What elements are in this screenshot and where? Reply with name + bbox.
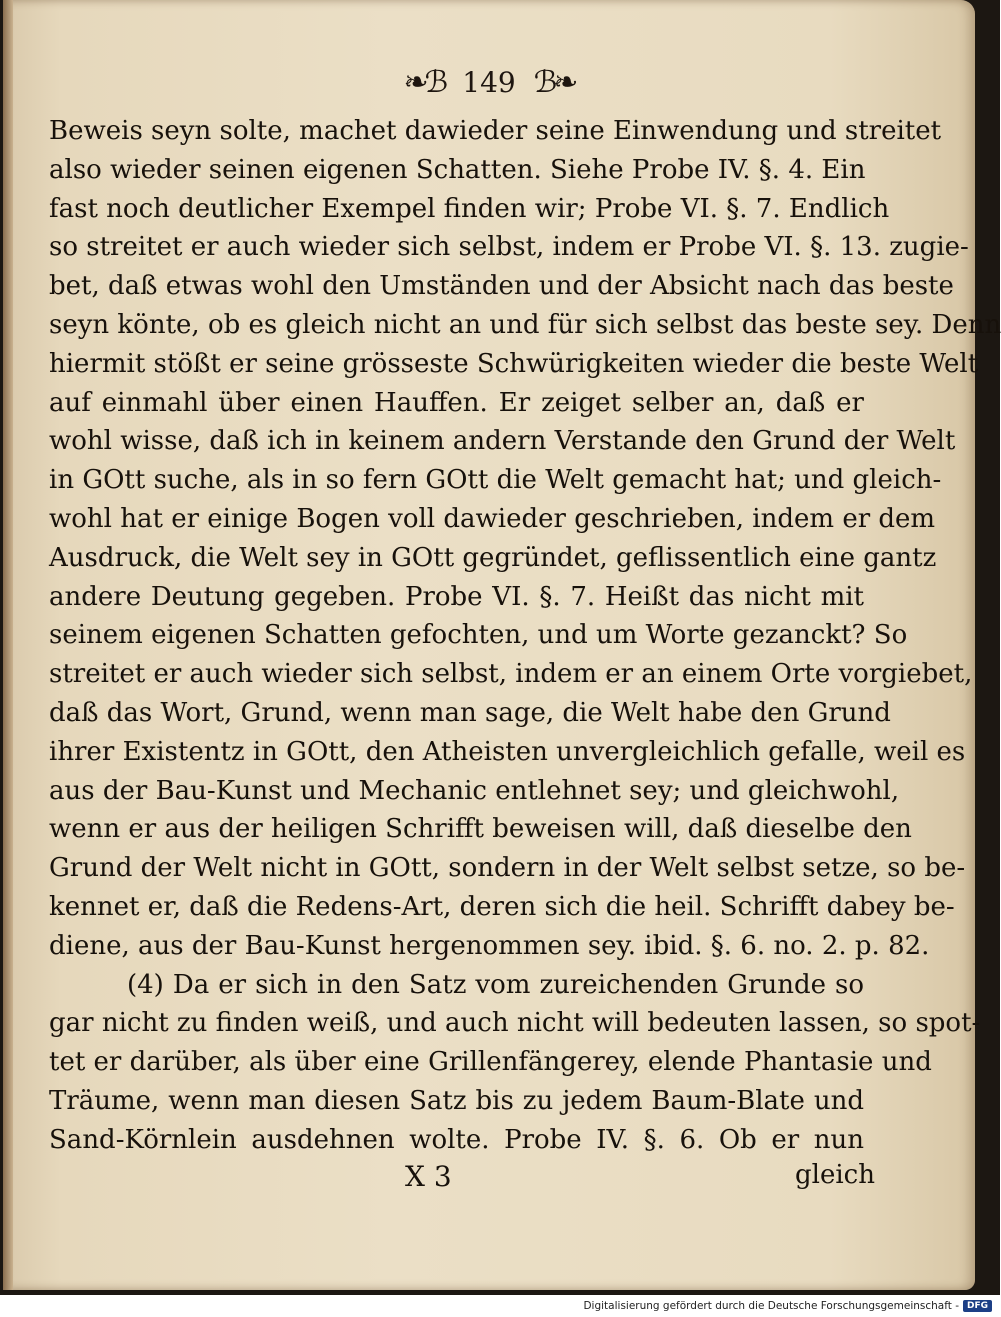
text-line: in GOtt suche, als in so fern GOtt die Welt gemacht hat; und gleich- [49,465,942,496]
text-line: bet, daß etwas wohl den Umständen und der Absicht nach das beste [49,271,954,302]
text-line: wenn er aus der heiligen Schrifft beweisen will, daß dieselbe den [49,814,912,845]
text-line: auf einmahl über einen Hauffen. Er zeiget selber an, daß er [49,387,864,418]
text-line: Sand-Körnlein ausdehnen wolte. Probe IV. §. 6. Ob er nun [49,1124,864,1155]
page-number: 149 [462,65,516,99]
text-line: also wieder seinen eigenen Schatten. Siehe Probe IV. §. 4. Ein [49,154,866,185]
text-line: diene, aus der Bau-Kunst hergenommen sey. ibid. §. 6. no. 2. p. 82. [49,930,930,961]
credit-bar [0,1295,1000,1317]
text-line: tet er darüber, als über eine Grillenfängerey, elende Phantasie und [49,1047,932,1078]
paragraph-start-line: (4) Da er sich in den Satz vom zureichenden Grunde so [127,969,864,1000]
body-text [49,112,1001,1160]
text-line: wohl hat er einige Bogen voll dawieder geschrieben, indem er dem [49,503,936,534]
text-line: so streitet er auch wieder sich selbst, indem er Probe VI. §. 13. zugie- [49,232,969,263]
catchword: gleich [795,1160,875,1190]
page-gutter [3,0,13,1290]
ornament-left-icon: ❧ℬ [403,64,445,100]
text-line: streitet er auch wieder sich selbst, indem er an einem Orte vorgiebet, [49,659,973,690]
text-line: ihrer Existentz in GOtt, den Atheisten unvergleichlich gefalle, weil es [49,736,966,767]
text-line: fast noch deutlicher Exempel finden wir; Probe VI. §. 7. Endlich [49,193,890,224]
text-line: Träume, wenn man diesen Satz bis zu jedem Baum-Blate und [49,1085,864,1116]
text-line: andere Deutung gegeben. Probe VI. §. 7. Heißt das nicht mit [49,581,864,612]
text-line: hiermit stößt er seine grösseste Schwürigkeiten wieder die beste Welt [49,348,979,379]
credit-text: Digitalisierung gefördert durch die Deutsche Forschungsgemeinschaft - [583,1300,959,1312]
running-header [3,62,975,102]
text-line: gar nicht zu finden weiß, und auch nicht will bedeuten lassen, so spot- [49,1008,981,1039]
page-footer [3,1160,975,1200]
text-line: kennet er, daß die Redens-Art, deren sich die heil. Schrifft dabey be- [49,891,955,922]
text-line: seinem eigenen Schatten gefochten, und um Worte gezanckt? So [49,620,908,651]
text-line: Grund der Welt nicht in GOtt, sondern in der Welt selbst setze, so be- [49,853,966,884]
text-line: aus der Bau-Kunst und Mechanic entlehnet sey; und gleichwohl, [49,775,900,806]
signature-mark: X 3 [405,1160,452,1193]
dfg-logo-icon: DFG [963,1300,992,1312]
text-line: daß das Wort, Grund, wenn man sage, die Welt habe den Grund [49,697,891,728]
text-line: Ausdruck, die Welt sey in GOtt gegründet, geflissentlich eine gantz [49,542,937,573]
text-line: wohl wisse, daß ich in keinem andern Verstande den Grund der Welt [49,426,956,457]
text-line: Beweis seyn solte, machet dawieder seine Einwendung und streitet [49,116,942,146]
ornament-right-icon: ℬ❧ [533,64,575,100]
text-line: seyn könte, ob es gleich nicht an und für sich selbst das beste sey. Denn [49,309,1001,340]
book-page [3,0,1001,1290]
